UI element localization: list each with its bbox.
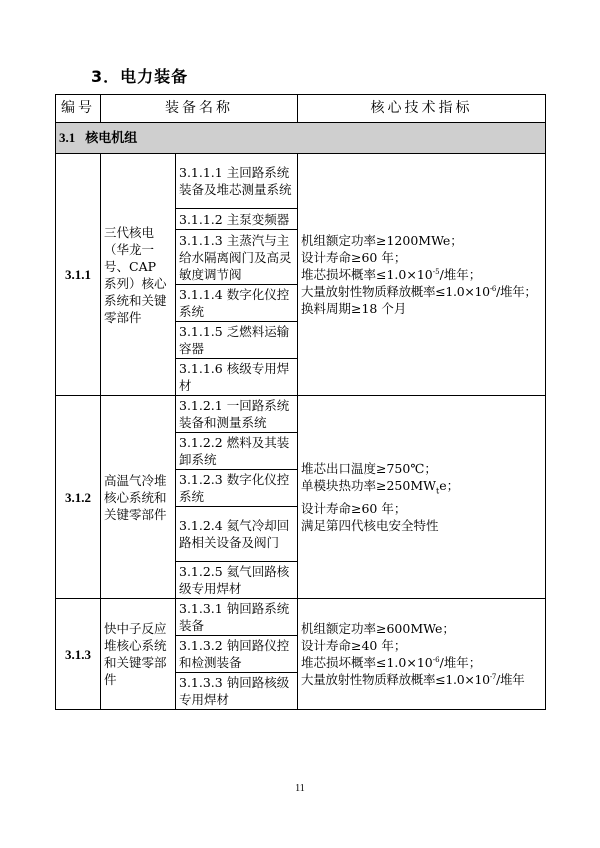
indicator-line: 堆芯出口温度≥750℃； [301,461,437,477]
group-name: 三代核电（华龙一号、CAP 系列）核心系统和关键零部件 [101,154,176,396]
group-code: 3.1.2 [56,396,101,599]
category-row [56,123,546,154]
sub-item: 3.1.3.2 钠回路仪控和检测装备 [176,636,298,673]
group-indicators [298,599,546,710]
group-name: 快中子反应堆核心系统和关键零部件 [101,599,176,710]
category-code: 3.1 [59,130,76,145]
indicator-line: 设计寿命≥60 年； [301,500,407,516]
header-code: 编号 [56,95,101,123]
section-title: 3．电力装备 [91,67,189,86]
indicator-line: 设计寿命≥40 年； [301,638,407,653]
page-number: 11 [295,783,305,794]
group-indicators [298,396,546,599]
indicator-line: 堆芯损坏概率$\le 1.0\times 10^{-6}/$堆年； [301,655,482,670]
indicator-line: 单模块热功率$\ge 250MW_te$； [301,478,460,496]
sub-item: 3.1.2.5 氦气回路核级专用焊材 [176,562,298,599]
indicator-line: 满足第四代核电安全特性 [301,517,439,533]
sub-item: 3.1.2.2 燃料及其装卸系统 [176,433,298,470]
table-header-row [56,95,546,123]
sub-item: 3.1.1.2 主泵变频器 [176,209,298,230]
sub-item: 3.1.1.4 数字化仪控系统 [176,285,298,322]
sub-item: 3.1.3.1 钠回路系统装备 [176,599,298,636]
table-row [56,396,546,433]
table-row [56,154,546,209]
group-code: 3.1.3 [56,599,101,710]
group-code: 3.1.1 [56,154,101,396]
equipment-spec-table [55,94,546,710]
header-equipment-name: 装备名称 [101,95,298,123]
indicator-line: 大量放射性物质释放概率$\le 1.0\times 10^{-7}/$堆年 [301,672,525,687]
table-row [56,599,546,636]
group-name: 高温气冷堆核心系统和关键零部件 [101,396,176,599]
sub-item: 3.1.2.1 一回路系统装备和测量系统 [176,396,298,433]
sub-item: 3.1.1.3 主蒸汽与主给水隔离阀门及高灵敏度调节阀 [176,230,298,285]
group-indicators [298,154,546,396]
indicator-line: 设计寿命≥60 年； [301,250,407,265]
indicator-line: 机组额定功率≥1200MWe； [301,233,463,248]
header-indicators: 核心技术指标 [298,95,546,123]
indicator-line: 堆芯损坏概率$\le 1.0\times 10^{-5}/$堆年； [301,267,482,282]
indicator-line: 换料周期≥18 个月 [301,301,407,316]
sub-item: 3.1.1.5 乏燃料运输容器 [176,322,298,359]
indicator-line: 大量放射性物质释放概率$\le 1.0\times 10^{-6}/$堆年； [301,284,537,299]
sub-item: 3.1.1.6 核级专用焊材 [176,359,298,396]
indicator-line: 机组额定功率≥600MWe； [301,621,455,636]
sub-item: 3.1.1.1 主回路系统装备及堆芯测量系统 [176,154,298,209]
sub-item: 3.1.3.3 钠回路核级专用焊材 [176,673,298,710]
sub-item: 3.1.2.3 数字化仪控系统 [176,470,298,507]
category-cell [56,123,546,154]
sub-item: 3.1.2.4 氦气冷却回路相关设备及阀门 [176,507,298,562]
category-name: 核电机组 [85,131,138,146]
